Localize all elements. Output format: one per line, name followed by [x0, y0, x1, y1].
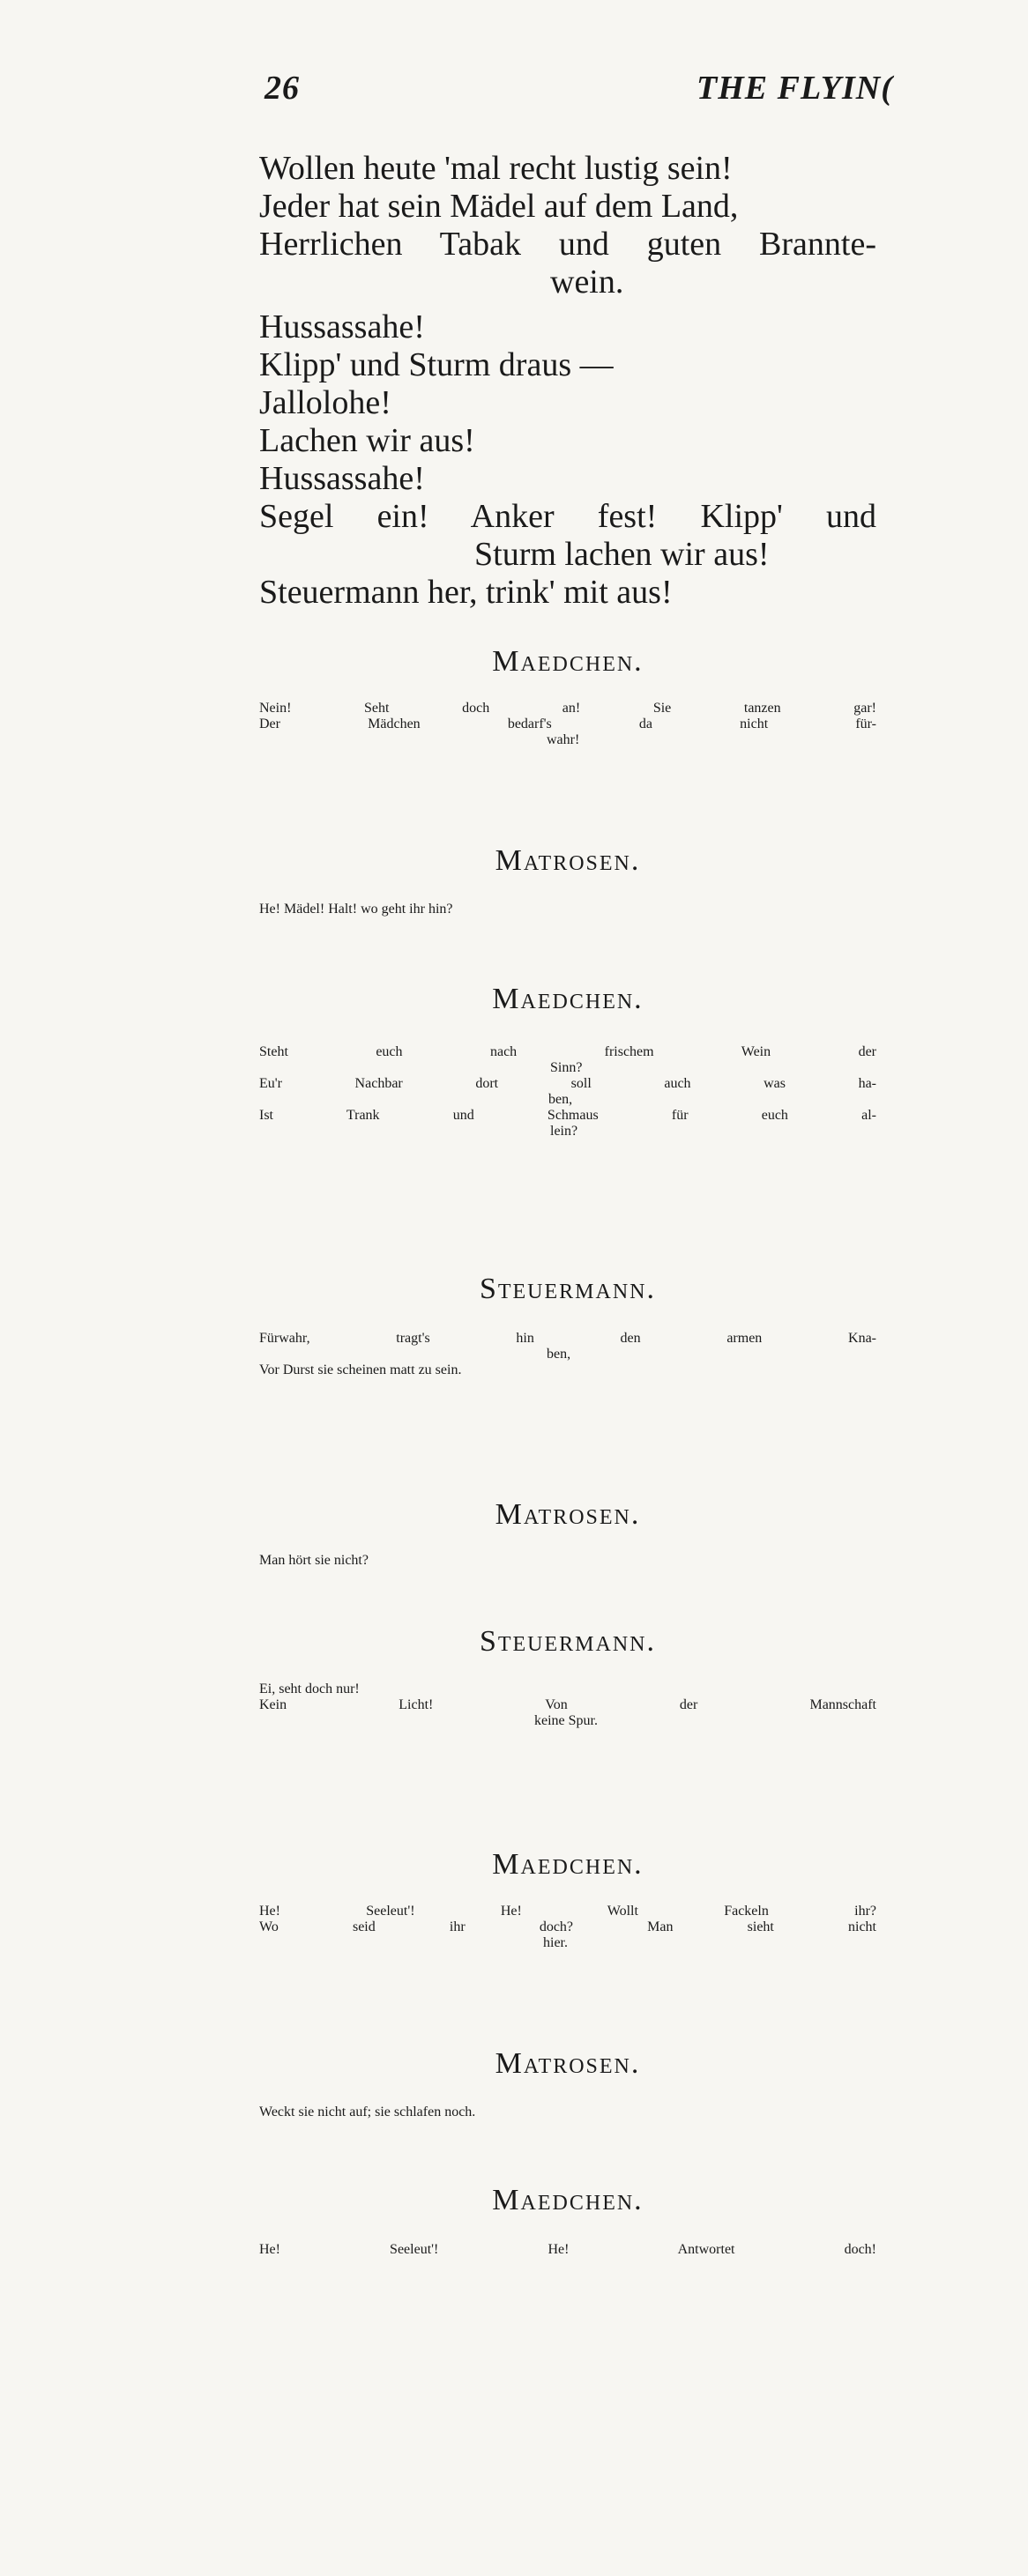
speech-block [259, 902, 876, 917]
speech-line: Kein Licht! Von der Mannschaft [259, 1697, 876, 1712]
verse-line: Herrlichen Tabak und guten Brannte- [259, 226, 876, 263]
opening-verse [259, 150, 876, 612]
speaker-heading: Matrosen. [495, 1498, 641, 1531]
speech-line-continuation: Sinn? [550, 1060, 583, 1075]
speech-line-continuation: ben, [548, 1092, 573, 1107]
page-number: 26 [264, 70, 300, 107]
verse-line: Klipp' und Sturm draus — [259, 346, 614, 383]
speech-line: Nein! Seht doch an! Sie tanzen gar! [259, 701, 876, 716]
verse-line: Lachen wir aus! [259, 422, 475, 459]
speech-line-continuation: keine Spur. [534, 1713, 598, 1728]
speaker-heading: Maedchen. [492, 1848, 644, 1881]
speech-line: Der Mädchen bedarf's da nicht für- [259, 716, 876, 731]
speech-line: Wo seid ihr doch? Man sieht nicht [259, 1919, 876, 1934]
speech-line: Man hört sie nicht? [259, 1553, 369, 1568]
verse-line-continuation: Sturm lachen wir aus! [474, 536, 770, 573]
speech-block [259, 1331, 876, 1378]
speech-line: Fürwahr, tragt's hin den armen Kna- [259, 1331, 876, 1346]
verse-line: Jallolohe! [259, 384, 391, 421]
speech-block [259, 1553, 876, 1569]
speech-line: Ei, seht doch nur! [259, 1681, 360, 1696]
speech-line: He! Mädel! Halt! wo geht ihr hin? [259, 902, 453, 917]
speech-line-continuation: ben, [547, 1347, 571, 1362]
speaker-heading: Maedchen. [492, 983, 644, 1015]
speech-line: Ist Trank und Schmaus für euch al- [259, 1108, 876, 1123]
verse-line: Jeder hat sein Mädel auf dem Land, [259, 188, 739, 225]
speech-block [259, 1044, 876, 1140]
speech-line-continuation: hier. [543, 1935, 568, 1950]
speech-line: He! Seeleut'! He! Antwortet doch! [259, 2242, 876, 2257]
speech-block [259, 2105, 876, 2120]
speech-line: He! Seeleut'! He! Wollt Fackeln ihr? [259, 1904, 876, 1919]
speech-line: Eu'r Nachbar dort soll auch was ha- [259, 1076, 876, 1091]
speaker-heading: Matrosen. [495, 2047, 641, 2080]
speaker-heading: Maedchen. [492, 645, 644, 678]
page-header [264, 69, 1028, 113]
verse-line: Hussassahe! [259, 460, 425, 497]
running-title: THE FLYIN( [697, 70, 893, 107]
speech-line-continuation: lein? [550, 1124, 578, 1139]
speaker-heading: Steuermann. [479, 1273, 657, 1305]
verse-line: Segel ein! Anker fest! Klipp' und [259, 498, 876, 535]
verse-line: Wollen heute 'mal recht lustig sein! [259, 150, 733, 187]
speech-line: Vor Durst sie scheinen matt zu sein. [259, 1362, 462, 1377]
speech-line: Steht euch nach frischem Wein der [259, 1044, 876, 1059]
speech-block [259, 2242, 876, 2258]
verse-line: Hussassahe! [259, 308, 425, 345]
speech-line-continuation: wahr! [547, 732, 580, 747]
speaker-heading: Matrosen. [495, 844, 641, 877]
speaker-heading: Maedchen. [492, 2184, 644, 2216]
verse-line-continuation: wein. [550, 264, 624, 301]
speaker-heading: Steuermann. [479, 1625, 657, 1658]
speech-line: Weckt sie nicht auf; sie schlafen noch. [259, 2105, 476, 2119]
speech-block [259, 1681, 876, 1729]
speech-block [259, 701, 876, 748]
speech-block [259, 1904, 876, 1951]
verse-line: Steuermann her, trink' mit aus! [259, 574, 673, 611]
